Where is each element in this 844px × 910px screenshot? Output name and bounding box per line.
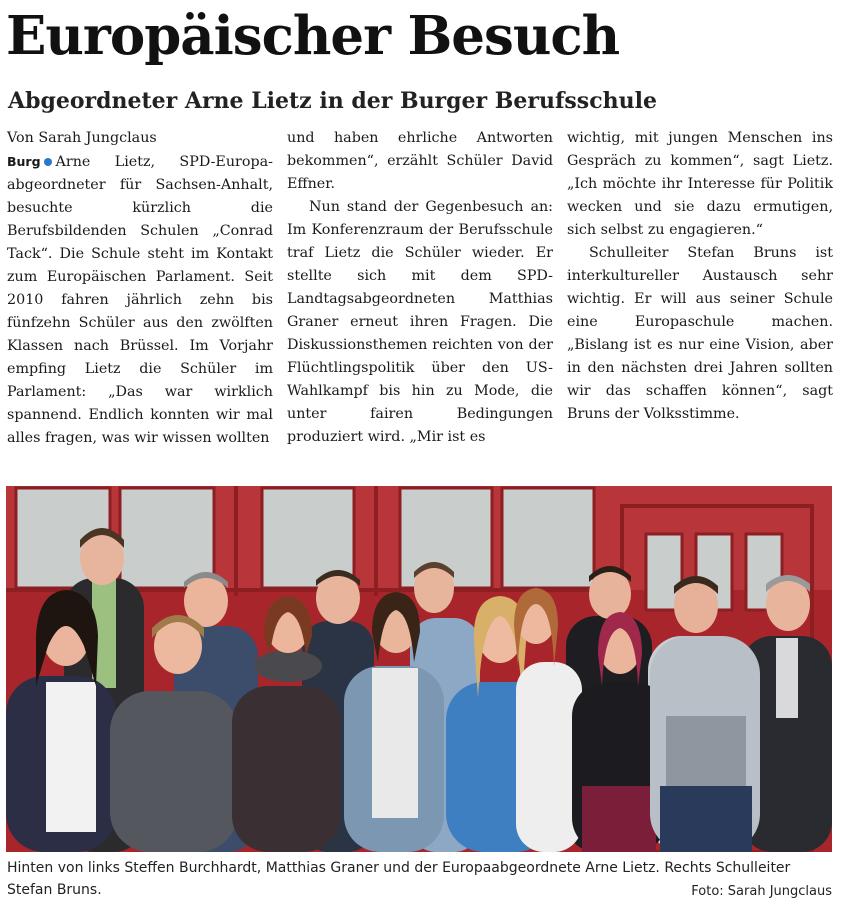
article-byline: Von Sarah Jungclaus [7,130,157,146]
article-headline: Europäischer Besuch [6,5,620,67]
article-column-2 [287,127,553,449]
article-column-3 [567,127,833,426]
article-paragraph: wichtig, mit jungen Menschen ins Gespräch zu kommen“, sagt Lietz. „Ich möchte ihr Interesse für Politik wecken und sie dazu ermutigen, sich selbst zu engagieren.“ [567,130,833,238]
group-photo [6,486,832,852]
article-paragraph: Schulleiter Stefan Bruns ist interkultureller Austausch sehr wichtig. Er will aus seiner Schule eine Europaschule machen. „Bislang ist es nur eine Vision, aber in den nächsten drei Jahren sollten wir das schaffen können“, sagt Bruns der Volksstimme. [567,245,833,422]
photo-caption: Hinten von links Steffen Burchhardt, Matthias Graner und der Europaabgeordnete Arne Lietz. Rechts Schulleiter Stefan Bruns. [7,860,791,898]
article-paragraph [7,150,273,450]
article-subheadline: Abgeordneter Arne Lietz in der Burger Berufsschule [8,88,657,114]
bullet-dot-icon [44,158,52,166]
article-dateline: Burg [7,154,41,169]
photo-credit: Foto: Sarah Jungclaus [691,884,832,899]
article-column-1 [7,127,273,450]
article-paragraph: und haben ehrliche Antworten bekommen“, erzählt Schüler David Effner. [287,130,553,192]
article-text: Arne Lietz, SPD-Europa-abgeordneter für Sachsen-Anhalt, besuchte kürzlich die Berufsbildenden Schulen „Conrad Tack“. Die Schule steht im Kontakt zum Europäischen Parlament. Seit 2010 fahren jährlich zehn bis fünfzehn Schüler aus den zwölften Klassen nach Brüssel. Im Vorjahr empfing Lietz die Schüler im Parlament: „Das war wirklich spannend. Endlich konnten wir mal alles fragen, was wir wissen wollten [7,154,273,446]
article-paragraph: Nun stand der Gegenbesuch an: Im Konferenzraum der Berufsschule traf Lietz die Schüler wieder. Er stellte sich mit dem SPD-Landtagsabgeordneten Matthias Graner erneut ihren Fragen. Die Diskussionsthemen reichten von der Flüchtlingspolitik über den US-Wahlkampf bis hin zu Mode, die unter fairen Bedingungen produziert wird. „Mir ist es [287,199,553,445]
